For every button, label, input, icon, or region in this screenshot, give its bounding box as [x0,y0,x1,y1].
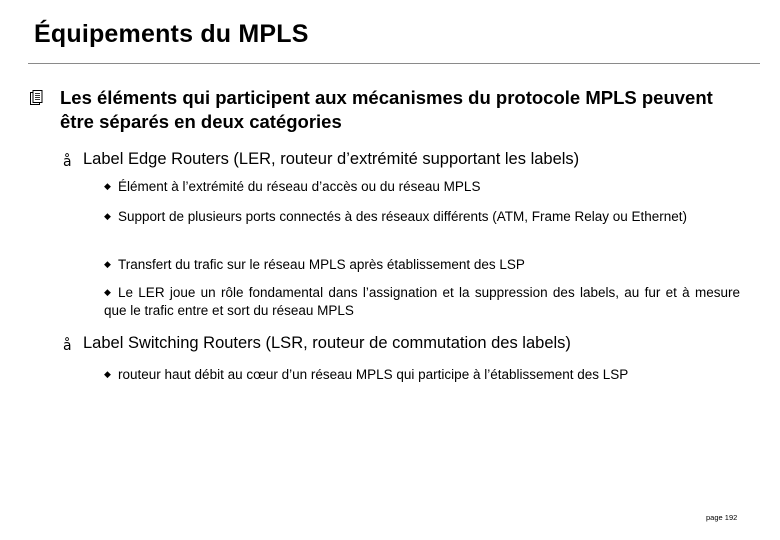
diamond-bullet-icon: ◆ [104,212,111,222]
diamond-bullet-icon: ◆ [104,260,111,270]
ler-item-1 [104,178,740,196]
lsr-item-1 [104,366,740,384]
ler-item-1-text: Élément à l’extrémité du réseau d’accès ou du réseau MPLS [118,179,481,194]
category-lsr-label: Label Switching Routers (LSR, routeur de commutation des labels) [83,334,571,352]
ler-item-3-text: Transfert du trafic sur le réseau MPLS après établissement des LSP [118,257,525,272]
category-ler-label: Label Edge Routers (LER, routeur d’extrémité supportant les labels) [83,150,580,168]
ler-item-2-text: Support de plusieurs ports connectés à des réseaux différents (ATM, Frame Relay ou Ethernet) [118,209,688,224]
sub-bullet-marker: å [63,154,72,170]
ler-item-3 [104,256,740,274]
ler-item-4-text: Le LER joue un rôle fondamental dans l’assignation et la suppression des labels, au fur et à mesure que le trafic entre et sort du réseau MPLS [104,285,740,318]
ler-item-4 [104,284,740,320]
diamond-bullet-icon: ◆ [104,182,111,192]
diamond-bullet-icon: ◆ [104,288,111,298]
slide-title: Équipements du MPLS [34,20,309,48]
diamond-bullet-icon: ◆ [104,370,111,380]
main-bullet-text: Les éléments qui participent aux mécanismes du protocole MPLS peuvent être séparés en deux catégories [60,87,713,132]
sub-bullet-marker: å [63,338,72,354]
page-number: page 192 [706,513,738,522]
ler-item-2 [104,208,740,226]
lsr-item-1-text: routeur haut débit au cœur d’un réseau MPLS qui participe à l’établissement des LSP [118,367,629,382]
title-divider [28,63,760,64]
note-page-icon [30,90,43,105]
